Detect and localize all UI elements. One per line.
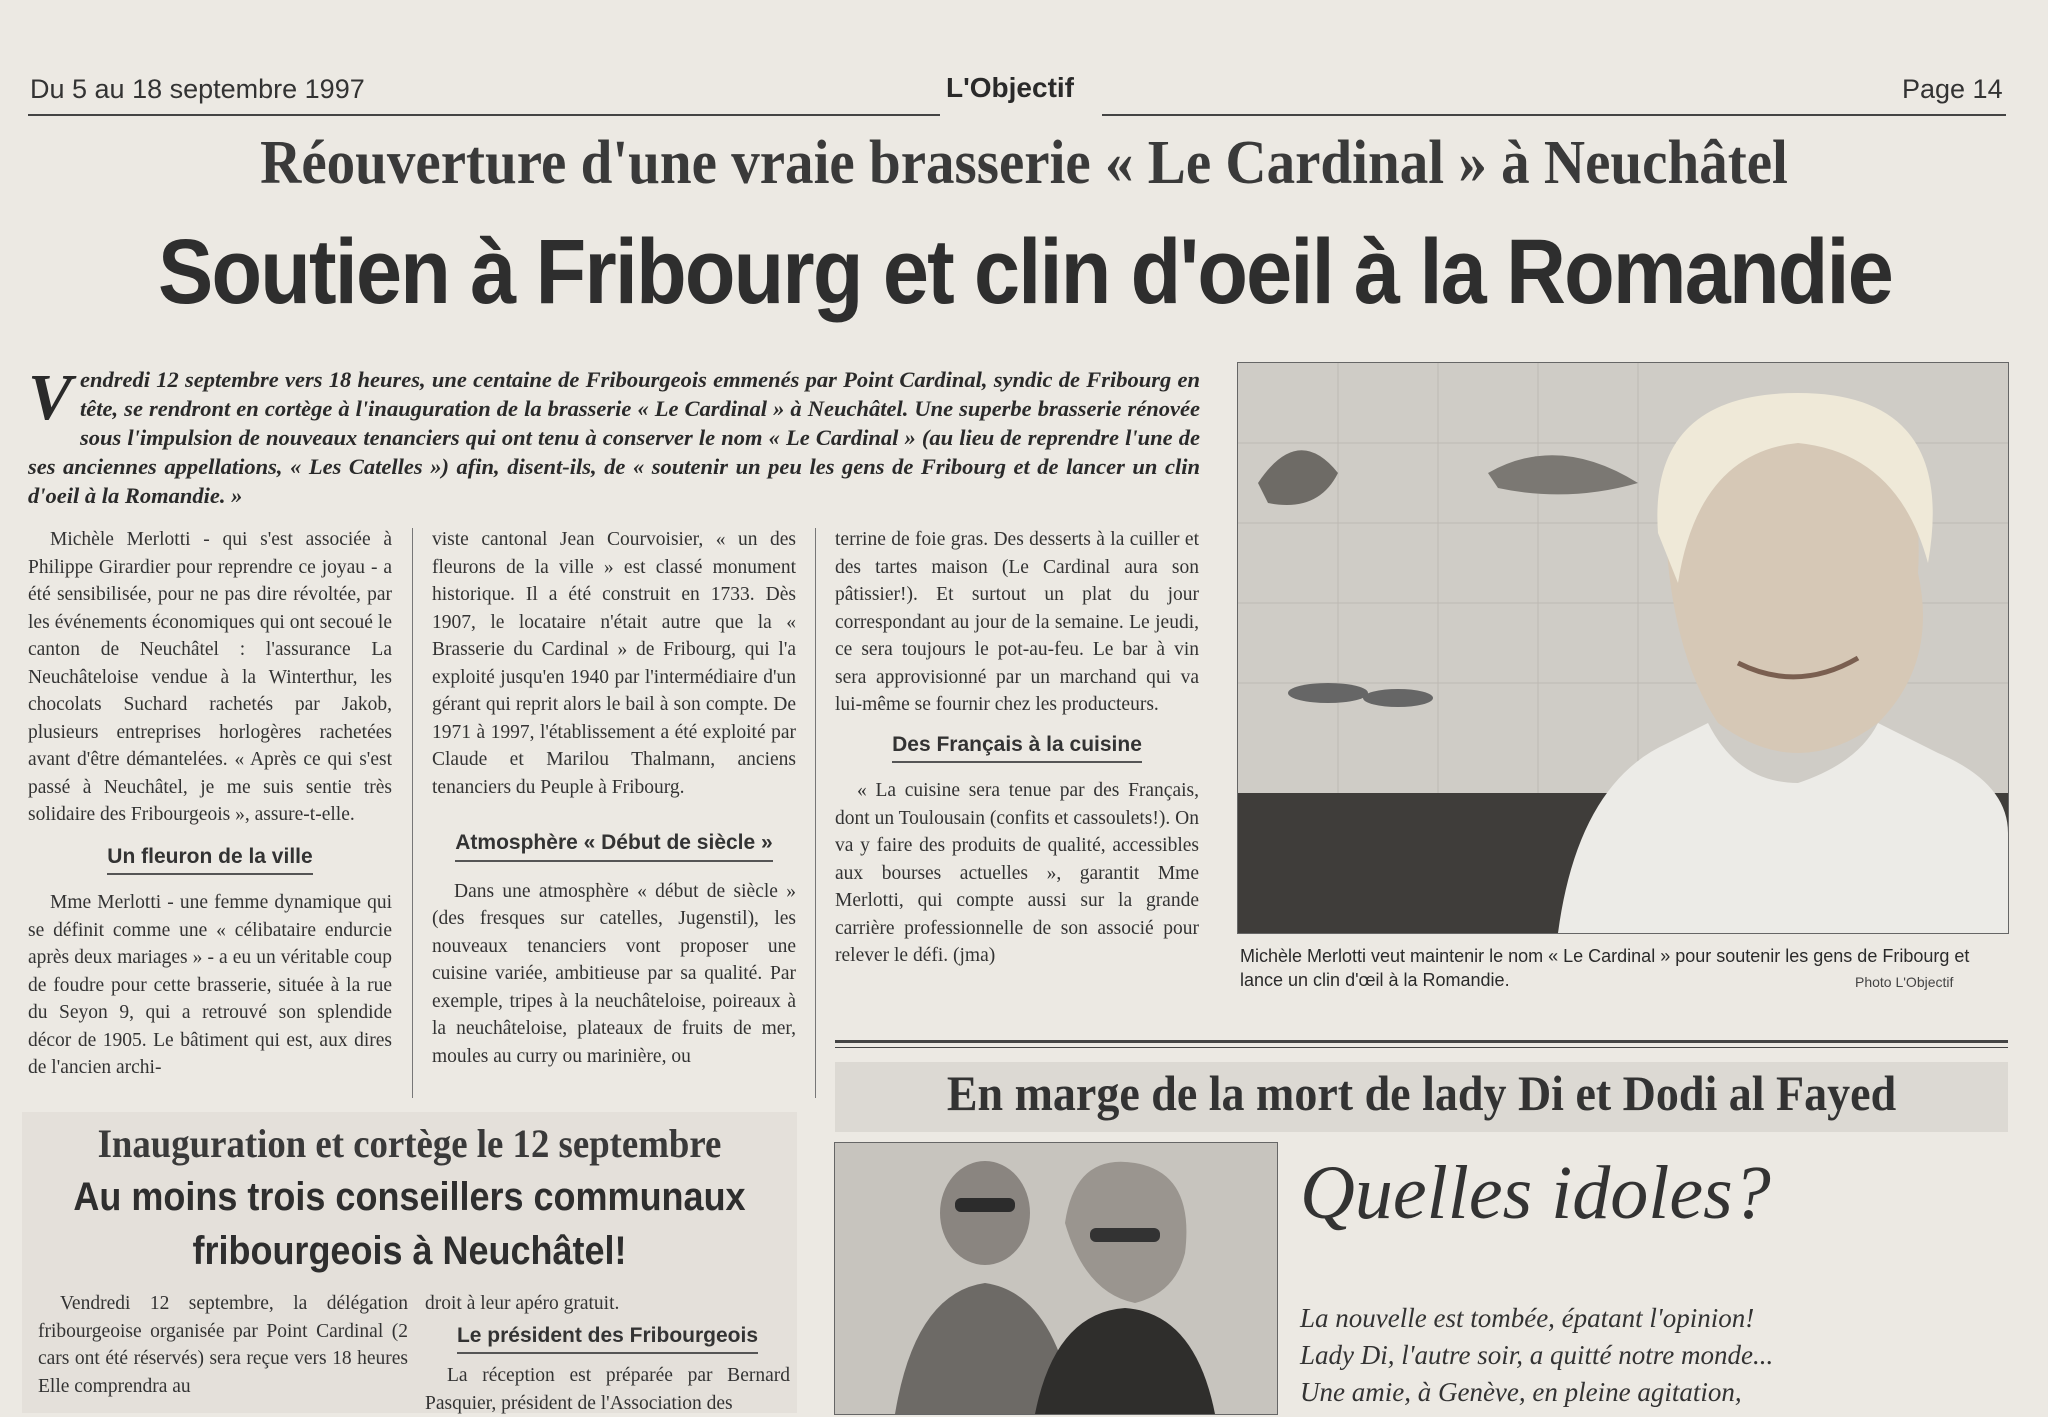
header-rule-right bbox=[1102, 114, 2006, 116]
box-column-2 bbox=[425, 1290, 790, 1417]
drop-cap: V bbox=[28, 361, 73, 434]
portrait-photo bbox=[1237, 362, 2009, 934]
article-column-2 bbox=[432, 526, 796, 1070]
box-col2-text-1: droit à leur apéro gratuit. bbox=[425, 1293, 620, 1314]
lady-di-kicker: En marge de la mort de lady Di et Dodi al Fayed bbox=[946, 1065, 1897, 1121]
column-divider-2 bbox=[815, 528, 816, 1098]
poem-title: Quelles idoles? bbox=[1300, 1151, 1771, 1235]
page-number: Page 14 bbox=[1902, 74, 2003, 104]
article-column-3 bbox=[835, 526, 1199, 970]
issue-date: Du 5 au 18 septembre 1997 bbox=[30, 74, 365, 104]
box-kicker: Inauguration et cortège le 12 septembre bbox=[97, 1121, 722, 1166]
box-headline bbox=[61, 1170, 759, 1278]
article-lead bbox=[28, 361, 1200, 510]
header-rule-left bbox=[28, 114, 940, 116]
col3-paragraph-2: « La cuisine sera tenue par des Français, dont un Toulousain (confits et cassoulets!). On va y faire des produits de qualité, accessibles aux bourses actuelles », garantit Mme Merlotti, qui compte aussi sur la grande carrière professionnelle de son associé pour relever le défi. (jma) bbox=[835, 780, 1199, 966]
portrait-photo-illustration bbox=[1238, 363, 2008, 933]
article-column-1 bbox=[28, 526, 392, 1082]
article-kicker: Réouverture d'une vraie brasserie « Le Cardinal » à Neuchâtel bbox=[260, 129, 1788, 197]
poem-line-1: La nouvelle est tombée, épatant l'opinion! bbox=[1300, 1303, 1755, 1333]
col2-paragraph-1: viste cantonal Jean Courvoisier, « un des fleurons de la ville » est classé monument historique. Il a été construit en 1733. Dès 1907, le locataire n'était autre que la « Brasserie du Cardinal » de Fribourg, qui l'a exploité jusqu'en 1940 par l'intermédiaire d'un gérant qui reprit alors le bail à son compte. De 1971 à 1997, l'établissement a été exploité par Claude et Marilou Thalmann, anciens tenanciers du Peuple à Fribourg. bbox=[432, 529, 796, 798]
col3-paragraph-1: terrine de foie gras. Des desserts à la cuiller et des tartes maison (Le Cardinal aura son pâtissier!). Et surtout un plat du jour correspondant au jour de la semaine. Le jeudi, ce sera toujours le pot-au-feu. Le bar à vin sera approvisionné par un marchand qui va lui-même se fournir chez les producteurs. bbox=[835, 529, 1199, 715]
subhead-atmosphere: Atmosphère « Début de siècle » bbox=[455, 829, 772, 862]
poem-text bbox=[1300, 1300, 2000, 1411]
box-headline-line-2: fribourgeois à Neuchâtel! bbox=[192, 1229, 627, 1273]
box-col2-text-2: La réception est préparée par Bernard Pasquier, président de l'Association des bbox=[425, 1365, 790, 1414]
lead-text: endredi 12 septembre vers 18 heures, une centaine de Fribourgeois emmenés par Point Cardinal, syndic de Fribourg en tête, se rendront en cortège à l'inauguration de la brasserie « Le Cardinal » à Neuchâtel. Une superbe brasserie rénovée sous l'impulsion de nouveaux tenanciers qui ont tenu à conserver le nom « Le Cardinal » (au lieu de reprendre l'une de ses anciennes appellations, « Les Catelles ») afin, disent-ils, de « soutenir un peu les gens de Fribourg et de lancer un clin d'oeil à la Romandie. » bbox=[28, 367, 1200, 508]
column-divider-1 bbox=[412, 528, 413, 1098]
col2-paragraph-2: Dans une atmosphère « début de siècle » (des fresques sur catelles, Jugenstil), les nouveaux tenanciers vont proposer une cuisine variée, ambitieuse par sa qualité. Par exemple, tripes à la neuchâteloise, poireaux à la neuchâteloise, plateaux de fruits de mer, moules au curry ou marinière, ou bbox=[432, 880, 796, 1067]
photo-credit: Photo L'Objectif bbox=[1855, 974, 1954, 990]
box-headline-line-1: Au moins trois conseillers communaux bbox=[73, 1175, 746, 1219]
poem-line-3: Une amie, à Genève, en pleine agitation, bbox=[1300, 1377, 1742, 1407]
subhead-francais: Des Français à la cuisine bbox=[892, 731, 1142, 764]
lady-di-photo-illustration bbox=[835, 1143, 1277, 1414]
section-rule bbox=[835, 1040, 2008, 1048]
lady-di-photo bbox=[834, 1142, 1278, 1415]
subhead-fleuron: Un fleuron de la ville bbox=[107, 843, 312, 876]
col1-paragraph-2: Mme Merlotti - une femme dynamique qui se définit comme une « célibataire endurcie après deux mariages » - a eu un véritable coup de foudre pour cette brasserie, située à la rue du Seyon 9, qui a retrouvé son splendide décor de 1905. Le bâtiment qui est, aux dires de l'ancien archi- bbox=[28, 892, 392, 1078]
box-col1-text: Vendredi 12 septembre, la délégation fribourgeoise organisée par Point Cardinal (2 cars ont été réservés) sera reçue vers 18 heures Elle comprendra au bbox=[38, 1293, 408, 1397]
box-subhead: Le président des Fribourgeois bbox=[457, 1322, 758, 1355]
newspaper-name: L'Objectif bbox=[946, 72, 1074, 103]
photo-caption: Michèle Merlotti veut maintenir le nom « Le Cardinal » pour soutenir les gens de Fribourg et lance un clin d'œil à la Romandie. bbox=[1240, 946, 1970, 990]
article-headline: Soutien à Fribourg et clin d'oeil à la Romandie bbox=[158, 221, 1892, 323]
col1-paragraph-1: Michèle Merlotti - qui s'est associée à Philippe Girardier pour reprendre ce joyau - a été sensibilisée, pour ne pas dire révoltée, par les événements économiques qui ont secoué le canton de Neuchâtel : l'assurance La Neuchâteloise vendue à la Winterthur, les chocolats Suchard rachetés par Jakob, plusieurs entreprises horlogères rachetées avant d'être démantelées. « Après ce qui s'est passé à Neuchâtel, je me suis sentie très solidaire des Fribourgeois », assure-t-elle. bbox=[28, 529, 392, 825]
poem-line-2: Lady Di, l'autre soir, a quitté notre monde... bbox=[1300, 1340, 1774, 1370]
box-column-1 bbox=[38, 1290, 408, 1400]
